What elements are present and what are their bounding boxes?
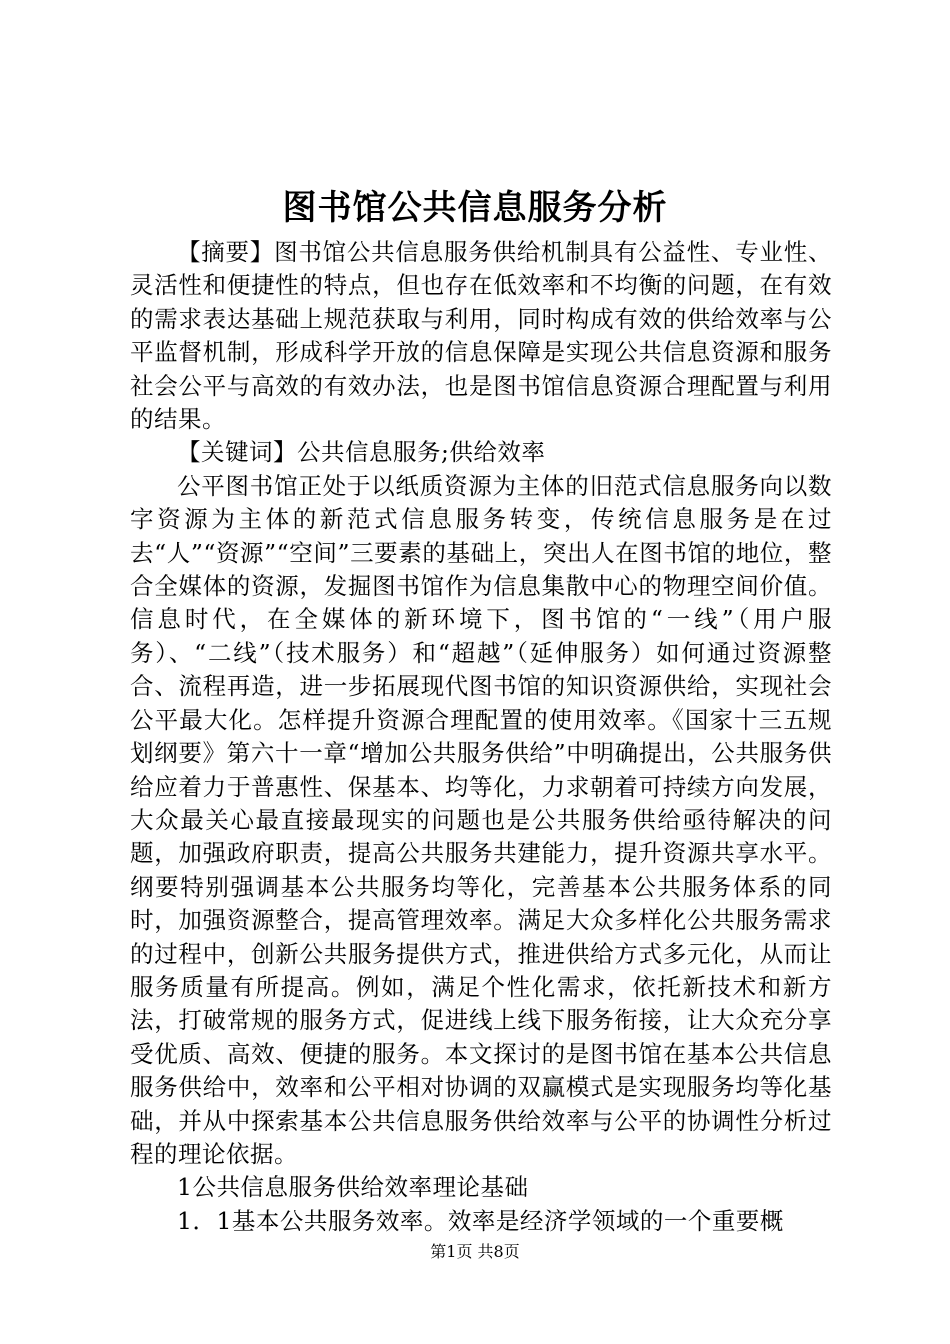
subsection-paragraph: 1．1基本公共服务效率。效率是经济学领域的一个重要概: [177, 1206, 784, 1235]
document-body: [130, 236, 832, 1238]
section-heading: 1公共信息服务供给效率理论基础: [177, 1173, 529, 1202]
body-paragraph: 公平图书馆正处于以纸质资源为主体的旧范式信息服务向以数字资源为主体的新范式信息服务转变，传统信息服务是在过去“人”“资源”“空间”三要素的基础上，突出人在图书馆的地位，整合全媒体的资源，发掘图书馆作为信息集散中心的物理空间价值。信息时代，在全媒体的新环境下，图书馆的“一线”（用户服务）、“二线”（技术服务）和“超越”（延伸服务）如何通过资源整合、流程再造，进一步拓展现代图书馆的知识资源供给，实现社会公平最大化。怎样提升资源合理配置的使用效率。《国家十三五规划纲要》第六十一章“增加公共服务供给”中明确提出，公共服务供给应着力于普惠性、保基本、均等化，力求朝着可持续方向发展，大众最关心最直接最现实的问题也是公共服务供给亟待解决的问题，加强政府职责，提高公共服务共建能力，提升资源共享水平。纲要特别强调基本公共服务均等化，完善基本公共服务体系的同时，加强资源整合，提高管理效率。满足大众多样化公共服务需求的过程中，创新公共服务提供方式，推进供给方式多元化，从而让服务质量有所提高。例如，满足个性化需求，依托新技术和新方法，打破常规的服务方式，促进线上线下服务衔接，让大众充分享受优质、高效、便捷的服务。本文探讨的是图书馆在基本公共信息服务供给中，效率和公平相对协调的双赢模式是实现服务均等化基础，并从中探索基本公共信息服务供给效率与公平的协调性分析过程的理论依据。: [130, 471, 832, 1168]
page-footer: 第1页 共8页: [430, 1242, 520, 1261]
abstract-paragraph: 【摘要】图书馆公共信息服务供给机制具有公益性、专业性、灵活性和便捷性的特点，但也存在低效率和不均衡的问题，在有效的需求表达基础上规范获取与利用，同时构成有效的供给效率与公平监督机制，形成科学开放的信息保障是实现公共信息资源和服务社会公平与高效的有效办法，也是图书馆信息资源合理配置与利用的结果。: [130, 238, 832, 434]
keywords-paragraph: 【关键词】公共信息服务;供给效率: [177, 438, 546, 467]
document-title: 图书馆公共信息服务分析: [282, 188, 668, 228]
